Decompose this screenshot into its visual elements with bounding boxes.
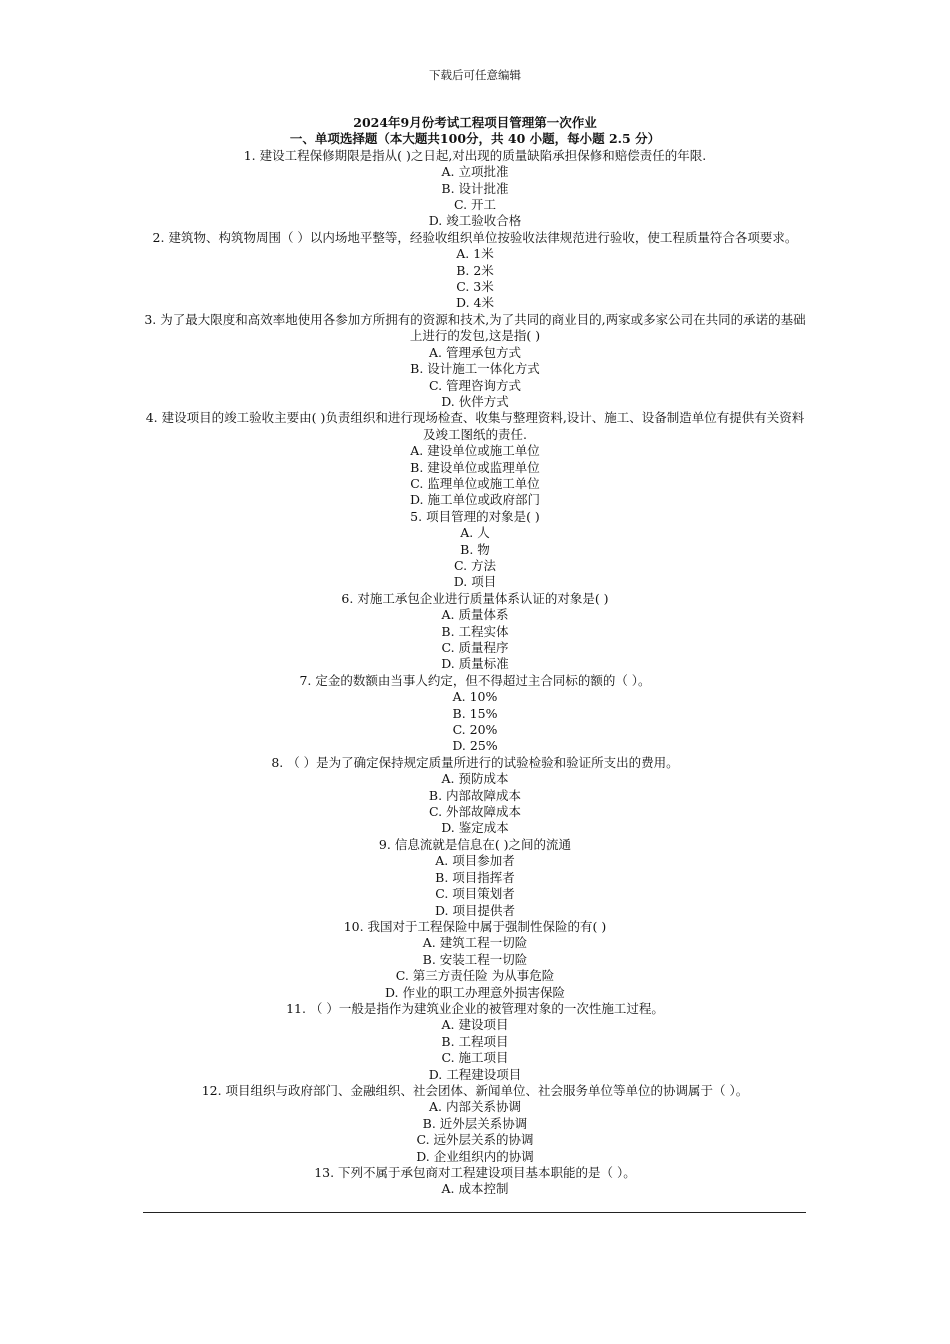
answer-option: A. 项目参加者 (435, 853, 515, 869)
answer-option: D. 企业组织内的协调 (416, 1148, 534, 1164)
answer-option: D. 项目 (453, 574, 497, 590)
question-block (140, 673, 810, 755)
answer-option: C. 项目策划者 (435, 886, 515, 902)
answer-option: A. 质量体系 (441, 607, 509, 623)
question-block (140, 1165, 810, 1198)
question-text: 2. 建筑物、构筑物周围（ ）以内场地平整等，经验收组织单位按验收法律规范进行验收，使工程质量符合各项要求。 (152, 229, 798, 245)
question-block (140, 919, 810, 1001)
answer-option: A. 内部关系协调 (429, 1099, 521, 1115)
answer-option: A. 建设项目 (441, 1017, 509, 1033)
answer-option: D. 项目提供者 (434, 902, 516, 918)
answer-option: B. 物 (460, 541, 490, 557)
answer-option: A. 预防成本 (441, 771, 509, 787)
document-body (140, 115, 810, 1198)
answer-option: B. 工程实体 (441, 623, 509, 639)
answer-option: B. 内部故障成本 (428, 787, 522, 803)
answer-option: D. 施工单位或政府部门 (409, 492, 541, 508)
answer-option: C. 外部故障成本 (428, 804, 522, 820)
question-text: 1. 建设工程保修期限是指从( )之日起,对出现的质量缺陷承担保修和赔偿责任的年限. (243, 147, 707, 163)
question-text: 9. 信息流就是信息在( )之间的流通 (378, 836, 572, 852)
question-list (140, 148, 810, 1198)
question-text: 6. 对施工承包企业进行质量体系认证的对象是( ) (341, 590, 609, 606)
question-block (140, 755, 810, 837)
answer-option: D. 4米 (456, 295, 494, 311)
answer-option: B. 近外层关系协调 (422, 1115, 528, 1131)
answer-option: B. 工程项目 (441, 1033, 509, 1049)
answer-option: D. 鉴定成本 (441, 820, 509, 836)
question-block (140, 591, 810, 673)
answer-option: D. 伙伴方式 (441, 393, 509, 409)
answer-option: B. 2米 (456, 262, 494, 278)
question-block (140, 1083, 810, 1165)
question-text: 5. 项目管理的对象是( ) (410, 508, 540, 524)
question-text: 12. 项目组织与政府部门、金融组织、社会团体、新闻单位、社会服务单位等单位的协调属于（ ）。 (201, 1082, 749, 1098)
question-block (140, 509, 810, 591)
answer-option: C. 施工项目 (441, 1050, 509, 1066)
question-text: 11. （ ）一般是指作为建筑业企业的被管理对象的一次性施工过程。 (286, 1000, 664, 1016)
document-title: 2024年9月份考试工程项目管理第一次作业 (353, 115, 597, 130)
question-block (140, 410, 810, 508)
answer-option: C. 第三方责任险 为从事危险 (395, 968, 555, 984)
question-text: 7. 定金的数额由当事人约定，但不得超过主合同标的额的（ ）。 (299, 672, 651, 688)
answer-option: C. 3米 (456, 279, 494, 295)
answer-option: D. 25% (452, 738, 498, 754)
page-header-note: 下载后可任意编辑 (429, 68, 521, 82)
answer-option: C. 方法 (453, 557, 497, 573)
answer-option: A. 管理承包方式 (429, 344, 521, 360)
question-block (140, 148, 810, 230)
question-text: 13. 下列不属于承包商对工程建设项目基本职能的是（ ）。 (314, 1165, 636, 1180)
answer-option: B. 设计施工一体化方式 (410, 361, 540, 377)
answer-option: A. 成本控制 (441, 1181, 509, 1197)
question-text: 10. 我国对于工程保险中属于强制性保险的有( ) (343, 918, 607, 934)
question-block (140, 230, 810, 312)
answer-option: B. 15% (452, 705, 498, 721)
answer-option: D. 作业的职工办理意外损害保险 (384, 984, 566, 1000)
question-block (140, 1001, 810, 1083)
answer-option: A. 建设单位或施工单位 (410, 443, 540, 459)
question-text: 8. （ ）是为了确定保持规定质量所进行的试验检验和验证所支出的费用。 (271, 754, 679, 770)
answer-option: B. 建设单位或监理单位 (410, 459, 540, 475)
question-text: 4. 建设项目的竣工验收主要由( )负责组织和进行现场检查、收集与整理资料,设计、施工、设备制造单位有提供有关资料及竣工图纸的责任. (145, 410, 805, 442)
answer-option: B. 安装工程一切险 (422, 951, 528, 967)
question-block (140, 837, 810, 919)
answer-option: C. 质量程序 (441, 640, 509, 655)
answer-option: D. 竣工验收合格 (428, 213, 522, 229)
question-block (140, 312, 810, 410)
answer-option: B. 项目指挥者 (435, 869, 515, 885)
answer-option: C. 开工 (453, 197, 497, 213)
answer-option: C. 监理单位或施工单位 (410, 475, 540, 491)
page-bottom-rule (143, 1212, 806, 1213)
answer-option: A. 10% (452, 689, 498, 705)
answer-option: C. 20% (452, 722, 498, 738)
answer-option: A. 立项批准 (441, 164, 509, 180)
answer-option: B. 设计批准 (441, 180, 509, 196)
answer-option: A. 建筑工程一切险 (422, 935, 528, 951)
answer-option: A. 1米 (456, 246, 494, 262)
answer-option: D. 工程建设项目 (428, 1066, 522, 1082)
answer-option: C. 远外层关系的协调 (416, 1132, 534, 1148)
question-text: 3. 为了最大限度和高效率地使用各参加方所拥有的资源和技术,为了共同的商业目的,两家或多家公司在共同的承诺的基础上进行的发包,这是指( ) (144, 311, 806, 344)
answer-option: C. 管理咨询方式 (428, 377, 522, 393)
answer-option: A. 人 (460, 525, 490, 541)
section-heading: 一、单项选择题（本大题共100分，共 40 小题，每小题 2.5 分） (289, 131, 661, 147)
answer-option: D. 质量标准 (441, 656, 509, 672)
